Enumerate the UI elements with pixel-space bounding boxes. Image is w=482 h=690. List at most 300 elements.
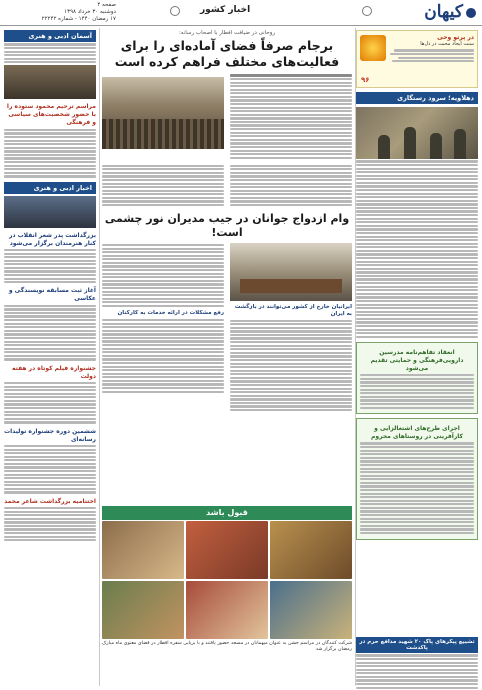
section-head-dehlavieh[interactable]: دهلاویه؛ سرود رستگاری: [356, 92, 478, 104]
text-line: [102, 186, 224, 188]
text-line: [360, 468, 474, 470]
text-line: [102, 358, 224, 360]
column-rule: [99, 28, 100, 686]
bottom-notice-title[interactable]: تشییع پیکرهای پاک ۲۰ شهید مدافع حرم در پاکدشت: [356, 637, 478, 653]
text-line: [230, 327, 352, 329]
text-line: [4, 466, 96, 468]
quran-box-title: در پرتو وحی: [437, 34, 474, 41]
text-line: [102, 168, 224, 170]
text-line: [360, 478, 474, 480]
text-line: [230, 402, 352, 404]
text-line: [360, 500, 474, 502]
text-line: [230, 345, 352, 347]
text-line: [4, 445, 96, 447]
text-line: [102, 165, 224, 167]
text-line: [356, 321, 478, 323]
text-line: [356, 329, 478, 331]
news-title[interactable]: اختتامیه بزرگداشت شاعر محمد: [4, 497, 96, 505]
text-line: [230, 92, 352, 94]
text-line: [230, 168, 352, 170]
text-line: [4, 532, 96, 534]
text-line: [4, 278, 96, 280]
text-line: [230, 172, 352, 174]
text-line: [102, 362, 224, 364]
text-line: [4, 47, 96, 49]
text-line: [230, 409, 352, 411]
text-line: [230, 388, 352, 390]
text-line: [4, 477, 96, 479]
text-line: [230, 359, 352, 361]
text-line: [356, 164, 478, 166]
text-line: [4, 393, 96, 395]
text-line: [102, 193, 224, 195]
text-line: [4, 143, 96, 145]
text-line: [360, 389, 474, 391]
text-line: [102, 265, 224, 267]
text-line: [102, 276, 224, 278]
text-line: [102, 319, 224, 321]
text-line: [4, 281, 96, 283]
text-line: [102, 204, 224, 206]
text-line: [356, 168, 478, 170]
text-line: [230, 380, 352, 382]
text-line: [4, 260, 96, 262]
text-line: [230, 128, 352, 130]
masthead: [0, 0, 482, 26]
text-line: [356, 239, 478, 241]
text-line: [4, 351, 96, 353]
text-line: [230, 377, 352, 379]
text-line: [102, 280, 224, 282]
text-line: [4, 355, 96, 357]
text-line: [356, 304, 478, 306]
text-line: [392, 60, 474, 62]
text-line: [4, 518, 96, 520]
text-line: [360, 396, 474, 398]
text-line: [102, 183, 224, 185]
meeting-photo: [230, 243, 352, 301]
text-line: [360, 471, 474, 473]
text-line: [102, 200, 224, 202]
text-line: [4, 270, 96, 272]
text-line: [360, 485, 474, 487]
text-line: [4, 481, 96, 483]
text-line: [394, 49, 474, 51]
text-line: [4, 43, 96, 45]
text-line: [356, 282, 478, 284]
text-line: [230, 150, 352, 152]
text-line: [360, 392, 474, 394]
text-line: [230, 330, 352, 332]
photo-gallery: [102, 521, 352, 639]
quran-box[interactable]: [356, 30, 478, 88]
text-line: [360, 482, 474, 484]
news-box-employment[interactable]: [356, 418, 478, 539]
text-line: [4, 172, 96, 174]
text-line: [102, 344, 224, 346]
text-line: [360, 464, 474, 466]
text-line: [230, 78, 352, 80]
text-line: [230, 341, 352, 343]
text-line: [4, 389, 96, 391]
text-line: [230, 200, 352, 202]
text-line: [230, 114, 352, 116]
text-line: [102, 262, 224, 264]
quran-box-subtitle: سنت ایجاد محبت در دل‌ها: [420, 41, 474, 47]
text-line: [102, 323, 224, 325]
text-line: [230, 175, 352, 177]
text-line: [356, 672, 478, 674]
text-line: [4, 484, 96, 486]
text-line: [230, 146, 352, 148]
text-line: [4, 330, 96, 332]
text-line: [4, 449, 96, 451]
text-line: [356, 207, 478, 209]
text-line: [102, 298, 224, 300]
text-line: [356, 253, 478, 255]
issue-number: ۱۷ رمضان ۱۴۴۰ - شماره ۲۲۲۴۲: [41, 16, 116, 22]
article-text: [356, 160, 478, 338]
text-line: [4, 136, 96, 138]
text-line: [230, 204, 352, 206]
text-line: [360, 475, 474, 477]
text-line: [230, 391, 352, 393]
gallery-photo[interactable]: [270, 521, 352, 579]
text-line: [356, 676, 478, 678]
logo-text: کیهان: [424, 2, 463, 22]
text-line: [4, 358, 96, 360]
text-line: [230, 135, 352, 137]
text-line: [102, 330, 224, 332]
text-line: [230, 348, 352, 350]
text-line: [4, 249, 96, 251]
text-line: [230, 193, 352, 195]
text-line: [4, 507, 96, 509]
left-section-head[interactable]: آسمان ادبی و هنری: [4, 30, 96, 42]
text-line: [230, 121, 352, 123]
text-line: [360, 442, 474, 444]
text-line: [356, 236, 478, 238]
text-line: [356, 178, 478, 180]
text-line: [360, 381, 474, 383]
text-line: [356, 196, 478, 198]
news-title[interactable]: آغاز ثبت مسابقه نویسندگی و عکاسی: [8, 287, 96, 303]
text-line: [4, 253, 96, 255]
text-line: [230, 323, 352, 325]
text-line: [4, 528, 96, 530]
text-line: [4, 525, 96, 527]
text-line: [4, 386, 96, 388]
text-line: [102, 387, 224, 389]
text-line: [4, 154, 96, 156]
text-line: [356, 257, 478, 259]
text-line: [4, 382, 96, 384]
text-line: [356, 185, 478, 187]
text-line: [4, 333, 96, 335]
text-line: [360, 385, 474, 387]
text-line: [360, 453, 474, 455]
page-number: صفحه ۴: [97, 2, 116, 8]
text-line: [102, 301, 224, 303]
verse-number: ۹۶: [361, 76, 370, 84]
text-line: [102, 179, 224, 181]
text-line: [230, 352, 352, 354]
gallery-photo[interactable]: [186, 521, 268, 579]
text-line: [356, 307, 478, 309]
text-line: [360, 374, 474, 376]
sun-icon: [360, 35, 386, 61]
text-line: [102, 391, 224, 393]
text-line: [356, 314, 478, 316]
text-line: [356, 261, 478, 263]
text-line: [4, 344, 96, 346]
news-title[interactable]: جشنواره فیلم کوتاه در هفته دولت: [12, 364, 96, 380]
text-line: [356, 278, 478, 280]
news-box-title: انعقاد تفاهم‌نامه مدرسین دارویی‌فرهنگی و حمایتی تقدیم می‌شود: [370, 348, 464, 372]
event-photo: [4, 196, 96, 228]
text-line: [230, 117, 352, 119]
text-line: [360, 460, 474, 462]
text-line: [102, 251, 224, 253]
section-name: اخبار کشور: [200, 5, 251, 15]
text-line: [102, 287, 224, 289]
text-line: [356, 683, 478, 685]
gallery-photo[interactable]: [102, 521, 184, 579]
text-line: [360, 521, 474, 523]
text-line: [4, 51, 96, 53]
text-line: [4, 403, 96, 405]
newspaper-logo[interactable]: [424, 2, 476, 22]
text-line: [4, 308, 96, 310]
text-line: [4, 474, 96, 476]
right-column: [356, 30, 478, 540]
text-line: [356, 175, 478, 177]
left-section-head[interactable]: اخبار ادبی و هنری: [4, 182, 96, 194]
gallery-photo[interactable]: [102, 581, 184, 639]
lead-photo: [102, 77, 224, 149]
text-line: [4, 256, 96, 258]
text-line: [102, 244, 224, 246]
text-line: [230, 96, 352, 98]
text-line: [102, 197, 224, 199]
text-line: [230, 355, 352, 357]
text-line: [4, 319, 96, 321]
text-line: [356, 300, 478, 302]
text-line: [4, 418, 96, 420]
news-box-title: اجرای طرح‌های اشتغالزایی و کارآفرینی در روستاهای محروم: [370, 425, 464, 441]
text-line: [356, 286, 478, 288]
text-line: [356, 654, 478, 656]
text-line: [102, 258, 224, 260]
text-line: [356, 325, 478, 327]
text-line: [230, 107, 352, 109]
text-line: [360, 532, 474, 534]
text-line: [356, 687, 478, 689]
text-line: [356, 669, 478, 671]
text-line: [4, 536, 96, 538]
text-line: [102, 248, 224, 250]
text-line: [4, 414, 96, 416]
text-line: [230, 186, 352, 188]
text-line: [356, 214, 478, 216]
text-line: [102, 273, 224, 275]
text-line: [356, 311, 478, 313]
text-line: [4, 147, 96, 149]
text-line: [4, 514, 96, 516]
text-line: [356, 218, 478, 220]
text-line: [356, 336, 478, 338]
text-line: [102, 283, 224, 285]
text-line: [102, 337, 224, 339]
text-line: [4, 129, 96, 131]
text-line: [360, 496, 474, 498]
bottom-notice: [356, 637, 478, 690]
text-line: [360, 378, 474, 380]
text-line: [356, 200, 478, 202]
text-line: [230, 395, 352, 397]
text-line: [4, 411, 96, 413]
text-line: [4, 315, 96, 317]
text-line: [360, 510, 474, 512]
text-line: [4, 267, 96, 269]
text-line: [4, 161, 96, 163]
text-line: [4, 459, 96, 461]
text-line: [4, 168, 96, 170]
text-line: [4, 463, 96, 465]
news-title[interactable]: ششمین دوره جشنواره تولیدات رسانه‌ای: [4, 427, 96, 443]
text-line: [230, 157, 352, 159]
issue-date: دوشنبه ۳۰ خرداد ۱۳۹۸: [64, 9, 116, 15]
text-line: [4, 421, 96, 423]
text-line: [356, 246, 478, 248]
gallery-caption: شرکت کنندگان در مراسم جشن به عنوان میهمانان در مسجد حضور یافتند و با برپایی سفره افطار در فضای معنوی ماه مبارک رمضان برگزار شد: [102, 641, 352, 652]
text-line: [102, 175, 224, 177]
lead-headline[interactable]: برجام صرفاً فضای آماده‌ای را برای فعالیت‌های مختلف فراهم کرده است: [114, 38, 340, 69]
text-line: [356, 665, 478, 667]
text-line: [4, 396, 96, 398]
text-line: [360, 407, 474, 409]
text-line: [4, 157, 96, 159]
text-line: [356, 275, 478, 277]
text-line: [4, 491, 96, 493]
text-line: [4, 521, 96, 523]
text-line: [230, 398, 352, 400]
text-line: [230, 384, 352, 386]
text-line: [102, 291, 224, 293]
text-line: [102, 305, 224, 307]
center-column: [102, 30, 352, 413]
text-line: [356, 210, 478, 212]
text-line: [230, 405, 352, 407]
text-line: [360, 507, 474, 509]
text-line: [230, 197, 352, 199]
text-line: [102, 255, 224, 257]
text-line: [4, 400, 96, 402]
text-line: [4, 150, 96, 152]
gallery-photo[interactable]: [186, 581, 268, 639]
text-line: [356, 228, 478, 230]
text-line: [4, 452, 96, 454]
text-line: [356, 171, 478, 173]
text-line: [356, 662, 478, 664]
text-line: [102, 294, 224, 296]
text-line: [356, 293, 478, 295]
news-title[interactable]: بزرگداشت پدر شعر انقلاب در کنار هنرمندان برگزار می‌شود: [9, 231, 96, 247]
text-line: [102, 326, 224, 328]
text-line: [4, 326, 96, 328]
sub-title[interactable]: رفع مشکلات در ارائه خدمات به کارکنان: [117, 310, 224, 316]
text-line: [4, 341, 96, 343]
news-title[interactable]: مراسم ترحیم محمود ستوده را با حضور شخصیت‌های سیاسی و فرهنگی: [6, 103, 96, 127]
text-line: [230, 366, 352, 368]
text-line: [356, 193, 478, 195]
text-line: [230, 89, 352, 91]
second-headline[interactable]: وام ازدواج جوانان در جیب مدیران نور چشمی است!: [104, 211, 350, 239]
text-line: [4, 407, 96, 409]
text-line: [102, 269, 224, 271]
text-line: [230, 142, 352, 144]
portrait-photo: [4, 65, 96, 99]
text-line: [4, 132, 96, 134]
text-line: [4, 348, 96, 350]
text-line: [102, 351, 224, 353]
text-line: [102, 376, 224, 378]
text-line: [230, 82, 352, 84]
date-block: [6, 2, 116, 23]
text-line: [230, 139, 352, 141]
text-line: [230, 179, 352, 181]
text-line: [360, 514, 474, 516]
news-box-pharmacy[interactable]: [356, 342, 478, 414]
text-line: [4, 165, 96, 167]
text-line: [360, 528, 474, 530]
text-line: [356, 264, 478, 266]
text-line: [356, 296, 478, 298]
text-line: [230, 103, 352, 105]
text-line: [102, 340, 224, 342]
text-line: [360, 493, 474, 495]
text-line: [4, 337, 96, 339]
text-line: [356, 250, 478, 252]
text-line: [356, 271, 478, 273]
text-line: [230, 320, 352, 322]
text-line: [356, 658, 478, 660]
gallery-photo[interactable]: [270, 581, 352, 639]
text-line: [4, 511, 96, 513]
text-line: [4, 140, 96, 142]
sub-title[interactable]: ایرانیان خارج از کشور می‌توانند در بازگشت به ایران: [234, 303, 352, 317]
text-line: [230, 74, 352, 76]
text-line: [230, 124, 352, 126]
text-line: [356, 318, 478, 320]
text-line: [4, 470, 96, 472]
text-line: [356, 221, 478, 223]
text-line: [102, 380, 224, 382]
text-line: [360, 446, 474, 448]
text-line: [230, 363, 352, 365]
text-line: [230, 334, 352, 336]
text-line: [4, 263, 96, 265]
text-line: [4, 175, 96, 177]
text-line: [230, 337, 352, 339]
text-line: [230, 85, 352, 87]
ornament-circle-icon: [170, 6, 180, 16]
text-line: [102, 333, 224, 335]
text-line: [230, 165, 352, 167]
text-line: [360, 525, 474, 527]
text-line: [230, 373, 352, 375]
text-line: [356, 232, 478, 234]
